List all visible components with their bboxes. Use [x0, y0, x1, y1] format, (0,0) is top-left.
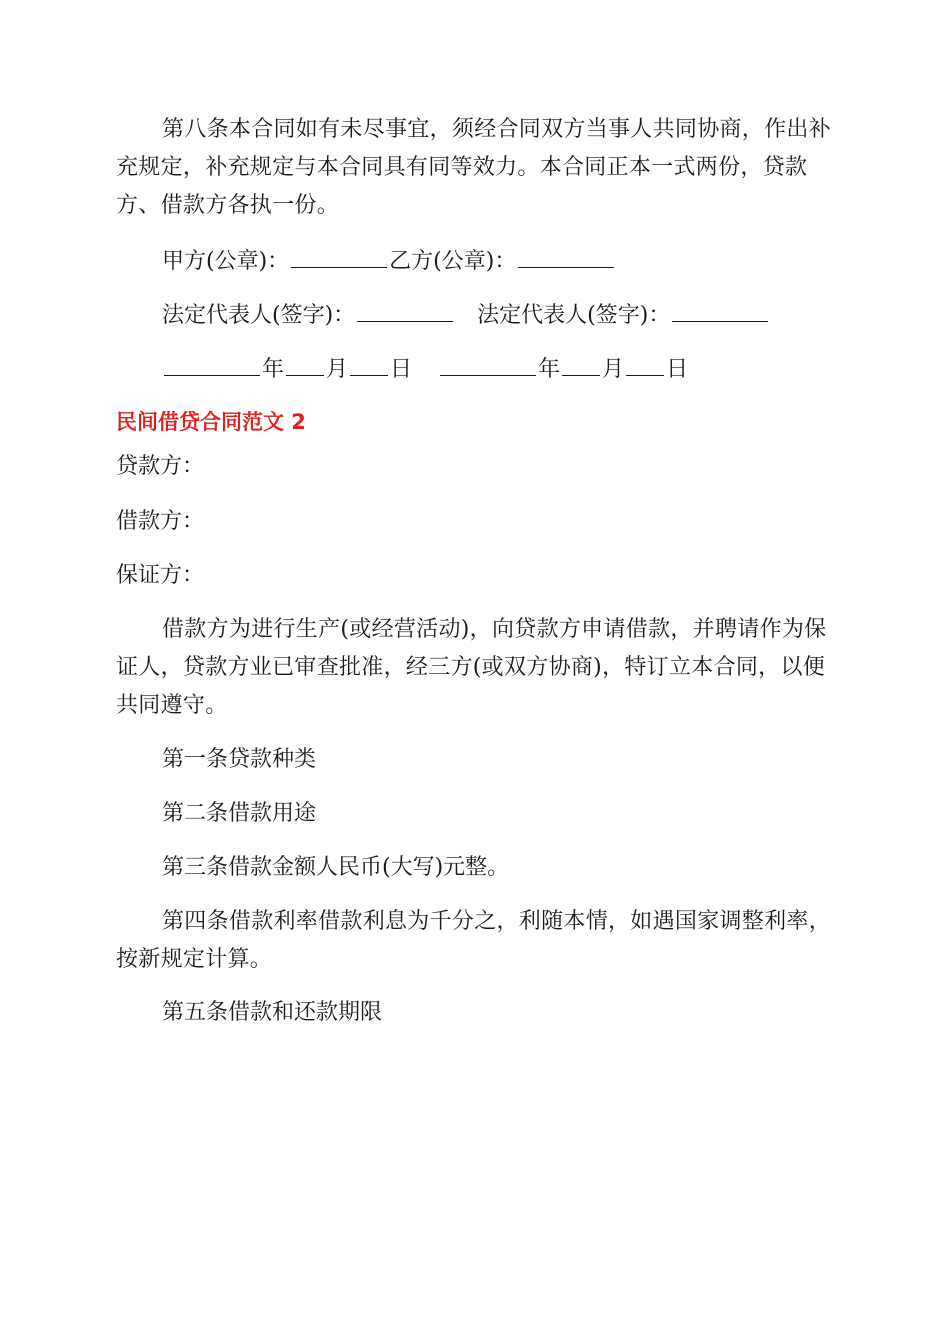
party-b-seal-label: 乙方(公章)：	[389, 249, 517, 274]
day-label-b: 日	[666, 357, 689, 382]
article-2: 第二条借款用途	[162, 801, 317, 826]
party-b-representative-blank	[672, 299, 768, 322]
year-blank-a	[164, 353, 260, 376]
section-heading: 民间借贷合同范文 2	[116, 410, 306, 434]
day-blank-a	[350, 353, 388, 376]
seal-line	[162, 245, 616, 277]
month-blank-a	[286, 353, 324, 376]
article-8-line-3: 方、借款方各执一份。	[116, 193, 340, 218]
intro-line-1: 借款方为进行生产(或经营活动)，向贷款方申请借款，并聘请作为保	[162, 617, 827, 642]
intro-line-3: 共同遵守。	[116, 693, 228, 718]
day-label-a: 日	[390, 357, 413, 382]
article-5: 第五条借款和还款期限	[162, 1000, 383, 1025]
intro-line-2: 证人，贷款方业已审查批准，经三方(或双方协商)，特订立本合同，以便	[116, 655, 826, 680]
party-b-representative-label: 法定代表人(签字)：	[477, 303, 671, 328]
article-8-line-1: 第八条本合同如有未尽事宜，须经合同双方当事人共同协商，作出补	[162, 117, 832, 142]
article-8-paragraph	[116, 111, 836, 225]
day-blank-b	[626, 353, 664, 376]
party-a-representative-blank	[357, 299, 453, 322]
date-line	[162, 353, 688, 385]
year-label-b: 年	[538, 357, 561, 382]
article-4-paragraph	[116, 903, 836, 979]
month-label-b: 月	[602, 357, 625, 382]
guarantor-label: 保证方：	[116, 563, 205, 588]
month-label-a: 月	[326, 357, 349, 382]
party-a-representative-label: 法定代表人(签字)：	[162, 303, 356, 328]
article-1: 第一条贷款种类	[162, 747, 317, 772]
article-3: 第三条借款金额人民币(大写)元整。	[162, 855, 510, 880]
article-4-line-2: 按新规定计算。	[116, 947, 273, 972]
borrower-label: 借款方：	[116, 509, 205, 534]
representative-line	[162, 299, 770, 331]
article-8-line-2: 充规定，补充规定与本合同具有同等效力。本合同正本一式两份，贷款	[116, 155, 808, 180]
party-a-seal-label: 甲方(公章)：	[162, 249, 290, 274]
party-b-seal-blank	[518, 245, 614, 268]
lender-label: 贷款方：	[116, 454, 205, 479]
intro-paragraph	[116, 611, 836, 725]
party-a-seal-blank	[291, 245, 387, 268]
article-4-line-1: 第四条借款利率借款利息为千分之，利随本情，如遇国家调整利率，	[162, 909, 832, 934]
year-blank-b	[440, 353, 536, 376]
year-label-a: 年	[262, 357, 285, 382]
month-blank-b	[562, 353, 600, 376]
